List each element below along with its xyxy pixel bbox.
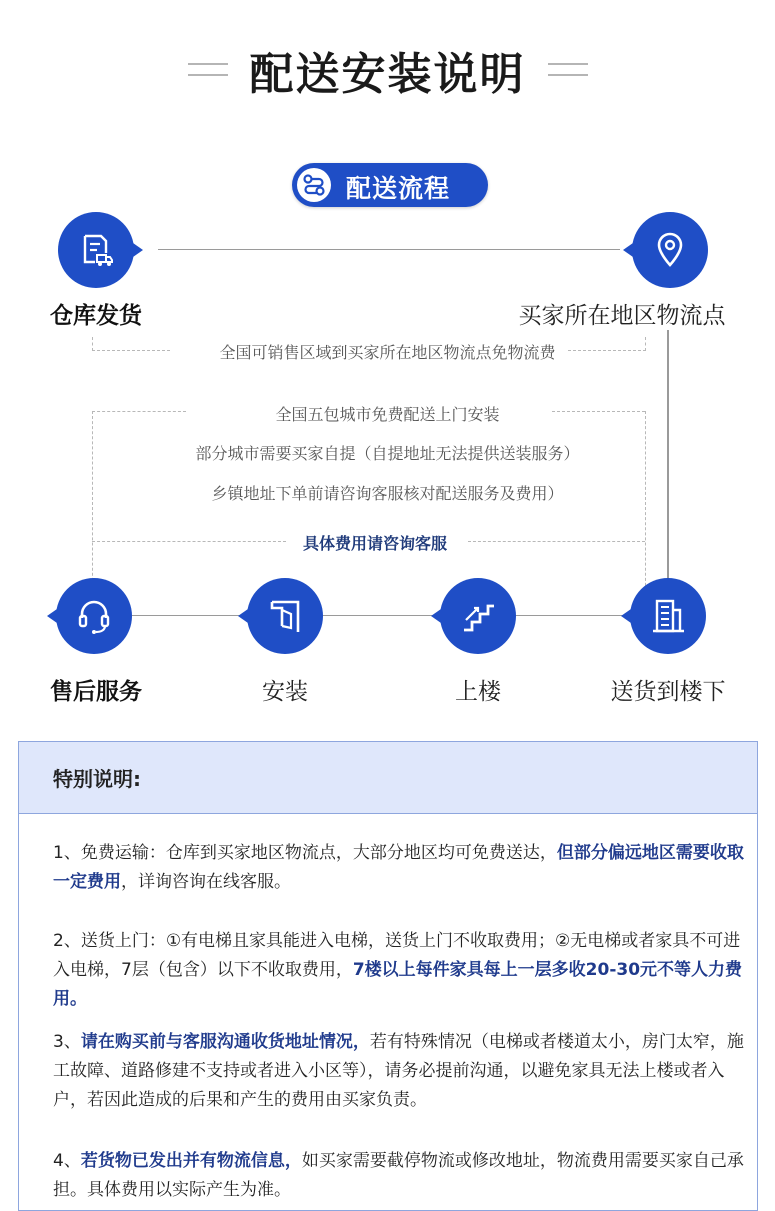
connector-top bbox=[158, 249, 620, 250]
note-item-highlight: 但部分偏远地区需要收取一定费用 bbox=[53, 843, 744, 892]
note-item-text: 如买家需要截停物流或修改地址，物流费用需要买家自己承担。具体费用以实际产生为准。 bbox=[53, 1151, 744, 1200]
note-item-text: ，详询咨询在线客服。 bbox=[121, 872, 291, 892]
note-free-logistics: 全国可销售区域到买家所在地区物流点免物流费 bbox=[219, 343, 556, 362]
building-icon bbox=[648, 596, 688, 636]
node-logistics-point bbox=[632, 212, 708, 288]
note-item-text: 1、免费运输：仓库到买家地区物流点，大部分地区均可免费送达， bbox=[53, 843, 557, 863]
node-after-sales bbox=[56, 578, 132, 654]
title-decoration-right bbox=[548, 63, 588, 76]
note-five-cities: 全国五包城市免费配送上门安装 bbox=[275, 405, 500, 424]
note-item-highlight: 若货物已发出并有物流信息， bbox=[80, 1151, 302, 1171]
node-warehouse bbox=[58, 212, 134, 288]
note-item-2 bbox=[53, 927, 753, 1014]
page-title: 配送安装说明 bbox=[249, 49, 526, 100]
note-consult: 具体费用请咨询客服 bbox=[302, 534, 447, 553]
route-icon bbox=[297, 168, 331, 202]
label-logistics-point: 买家所在地区物流点 bbox=[518, 303, 726, 329]
label-install: 安装 bbox=[262, 679, 308, 705]
headset-icon bbox=[74, 596, 114, 636]
note-item-3 bbox=[53, 1028, 753, 1115]
note-item-highlight: 请在购买前与客服沟通收货地址情况， bbox=[80, 1032, 370, 1052]
flow-badge bbox=[292, 163, 488, 207]
note-item-highlight: 7楼以上每件家具每上一层多收20-30元不等人力费用。 bbox=[53, 960, 743, 1009]
flow-badge-label: 配送流程 bbox=[346, 174, 451, 203]
note-item-text: 4、 bbox=[53, 1151, 81, 1171]
node-upstairs bbox=[440, 578, 516, 654]
special-notes-box bbox=[18, 741, 758, 1211]
note-item-4 bbox=[53, 1147, 753, 1205]
note-item-text: 2、送货上门：①有电梯且家具能进入电梯，送货上门不收取费用；②无电梯或者家具不可进入电梯，7层（包含）以下不收取费用， bbox=[53, 931, 741, 980]
stairs-icon bbox=[458, 596, 498, 636]
note-item-text: 3、 bbox=[53, 1032, 81, 1052]
note-item-1 bbox=[53, 839, 753, 897]
special-notes-header bbox=[19, 742, 757, 814]
note-item-text: 若有特殊情况（电梯或者楼道太小，房门太窄，施工故障、道路修建不支持或者进入小区等），请务必提前沟通，以避免家具无法上楼或者入户，若因此造成的后果和产生的费用由买家负责。 bbox=[53, 1032, 744, 1110]
connector-bottom bbox=[132, 615, 632, 616]
note-self-pickup: 部分城市需要买家自提（自提地址无法提供送装服务） bbox=[195, 444, 580, 463]
note-township: 乡镇地址下单前请咨询客服核对配送服务及费用） bbox=[211, 484, 564, 503]
label-warehouse: 仓库发货 bbox=[50, 303, 142, 329]
truck-document-icon bbox=[76, 230, 116, 270]
door-frame-icon bbox=[265, 596, 305, 636]
label-delivery-downstairs: 送货到楼下 bbox=[610, 679, 726, 705]
label-after-sales: 售后服务 bbox=[50, 679, 142, 705]
node-delivery-downstairs bbox=[630, 578, 706, 654]
label-upstairs: 上楼 bbox=[455, 679, 501, 705]
node-install bbox=[247, 578, 323, 654]
special-notes-heading: 特别说明: bbox=[53, 767, 141, 791]
location-pin-icon bbox=[650, 230, 690, 270]
